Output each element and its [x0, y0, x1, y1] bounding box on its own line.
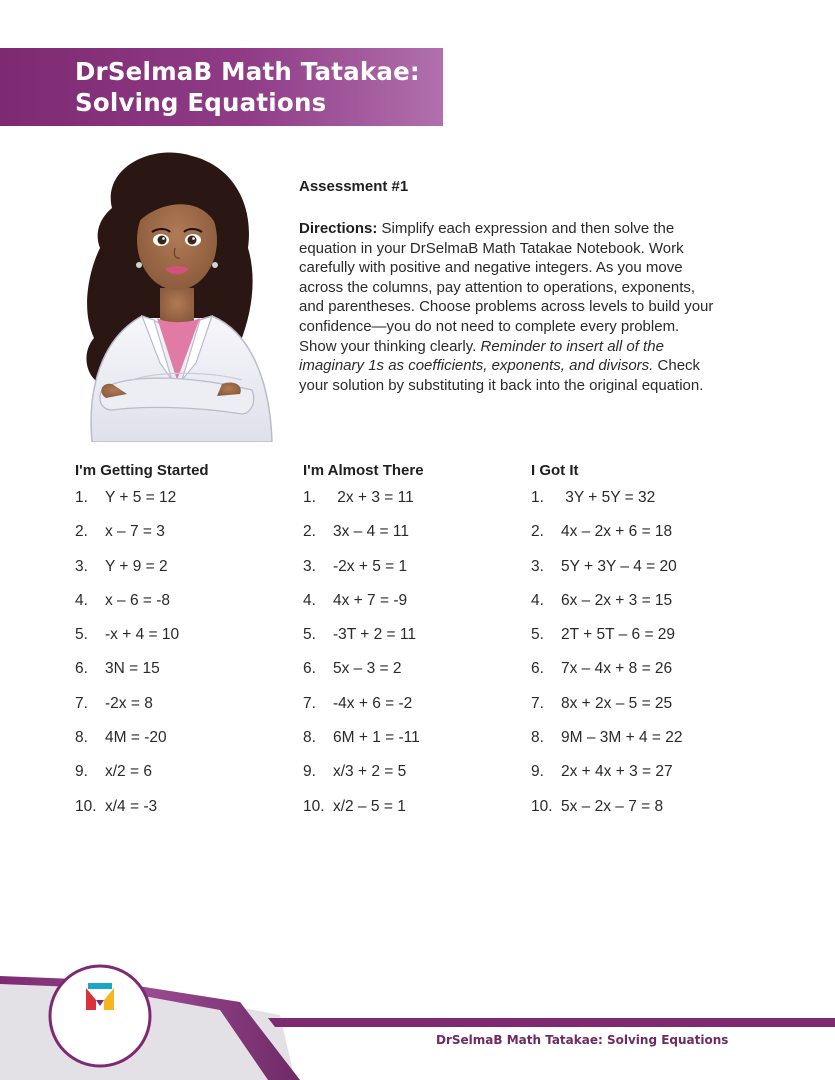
title-line-1: DrSelmaB Math Tatakae:	[75, 57, 420, 86]
problem-equation: -3T + 2 = 11	[333, 626, 417, 644]
problem-number: 5.	[531, 626, 544, 644]
problem-item	[75, 522, 295, 556]
problem-equation: -4x + 6 = -2	[333, 694, 413, 712]
problem-equation: 5x – 3 = 2	[333, 660, 402, 678]
problem-equation: -x + 4 = 10	[105, 626, 180, 644]
problem-number: 8.	[531, 729, 544, 747]
problem-number: 4.	[531, 591, 544, 609]
problem-number: 7.	[75, 694, 88, 712]
directions-reminder: Reminder to insert all of the imaginary 1s as coefficients, exponents, and divisors.	[299, 337, 664, 375]
problem-number: 10.	[75, 797, 97, 815]
page-title	[75, 56, 420, 118]
problem-item	[531, 625, 751, 659]
problem-item	[303, 522, 523, 556]
problem-equation: 3x – 4 = 11	[333, 523, 409, 541]
problem-number: 8.	[303, 729, 316, 747]
problem-number: 1.	[75, 489, 88, 506]
problem-number: 1.	[531, 489, 544, 506]
directions-paragraph	[299, 219, 719, 395]
problem-item	[531, 591, 751, 625]
problem-number: 6.	[531, 660, 544, 678]
problem-item	[303, 625, 523, 659]
problem-equation: x/2 = 6	[105, 763, 152, 781]
problem-number: 2.	[303, 523, 316, 541]
problem-equation: x/2 – 5 = 1	[333, 797, 406, 815]
problem-equation: -2x + 5 = 1	[333, 557, 408, 575]
problem-equation: 5x – 2x – 7 = 8	[561, 797, 664, 815]
problem-item	[303, 591, 523, 625]
problem-item	[303, 728, 523, 762]
assessment-title: Assessment #1	[299, 178, 409, 195]
problem-number: 9.	[303, 763, 316, 781]
problem-equation: 8x + 2x – 5 = 25	[561, 694, 673, 712]
problem-equation: x – 6 = -8	[105, 591, 171, 609]
footer-title: DrSelmaB Math Tatakae: Solving Equations	[436, 1033, 729, 1047]
problem-equation: 2x + 3 = 11	[333, 489, 414, 506]
column-getting-started	[75, 462, 295, 831]
problem-item	[75, 488, 295, 522]
problem-number: 1.	[303, 489, 316, 506]
problem-equation: x/4 = -3	[105, 797, 158, 815]
teacher-portrait-illustration	[72, 148, 286, 442]
problem-equation: 7x – 4x + 8 = 26	[561, 660, 673, 678]
problem-item	[531, 728, 751, 762]
directions-label: Directions:	[299, 220, 378, 237]
title-line-2: Solving Equations	[75, 88, 327, 117]
problem-number: 5.	[75, 626, 88, 644]
column-almost-there	[303, 462, 523, 831]
problem-item	[531, 488, 751, 522]
problem-item	[75, 797, 295, 831]
problem-item	[303, 659, 523, 693]
problem-item	[531, 522, 751, 556]
problem-equation: 3Y + 5Y = 32	[561, 489, 656, 506]
problem-equation: Y + 5 = 12	[105, 489, 177, 506]
problem-equation: 9M – 3M + 4 = 22	[561, 729, 683, 747]
problem-number: 9.	[75, 763, 88, 781]
problem-equation: 6x – 2x + 3 = 15	[561, 591, 673, 609]
problem-equation: 2x + 4x + 3 = 27	[561, 763, 673, 781]
problem-equation: 4M = -20	[105, 729, 167, 747]
footer-band	[0, 960, 835, 1080]
problem-number: 8.	[75, 729, 88, 747]
problem-number: 4.	[75, 591, 88, 609]
problem-equation: 5Y + 3Y – 4 = 20	[561, 557, 677, 575]
problem-item	[303, 694, 523, 728]
problem-equation: 3N = 15	[105, 660, 160, 678]
problem-equation: Y + 9 = 2	[105, 557, 168, 575]
problem-number: 2.	[531, 523, 544, 541]
problem-item	[303, 488, 523, 522]
problem-equation: 2T + 5T – 6 = 29	[561, 626, 676, 644]
problem-number: 7.	[303, 694, 316, 712]
problem-equation: 4x – 2x + 6 = 18	[561, 523, 673, 541]
column-i-got-it	[531, 462, 751, 831]
problem-number: 2.	[75, 523, 88, 541]
problem-equation: x – 7 = 3	[105, 523, 165, 541]
problem-equation: 4x + 7 = -9	[333, 591, 408, 609]
directions-end: Check your solution by substituting it back into the original equation.	[299, 357, 704, 394]
problem-number: 5.	[303, 626, 316, 644]
problem-number: 3.	[75, 557, 88, 575]
problem-item	[303, 762, 523, 796]
problem-number: 3.	[303, 557, 316, 575]
problem-number: 10.	[531, 797, 553, 815]
problem-item	[75, 625, 295, 659]
problem-item	[531, 797, 751, 831]
problem-item	[75, 557, 295, 591]
problem-item	[531, 762, 751, 796]
problem-item	[75, 694, 295, 728]
problem-item	[531, 557, 751, 591]
problem-item	[75, 762, 295, 796]
problem-number: 3.	[531, 557, 544, 575]
problem-item	[531, 659, 751, 693]
problem-item	[75, 659, 295, 693]
problem-number: 10.	[303, 797, 325, 815]
problem-item	[75, 728, 295, 762]
directions-text: Simplify each expression and then solve the equation in your DrSelmaB Math Tatakae Notebook. Work carefully with positive and negative integers. As you move across the columns, pay attention to operations, exponents, and parentheses. Choose problems across levels to build your confidence—you do not need to complete every problem. Show your thinking clearly.	[299, 220, 714, 355]
problem-item	[531, 694, 751, 728]
problem-number: 9.	[531, 763, 544, 781]
problem-number: 4.	[303, 591, 316, 609]
problem-equation: -2x = 8	[105, 694, 153, 712]
column-heading: I'm Almost There	[303, 462, 424, 479]
column-heading: I'm Getting Started	[75, 462, 209, 479]
problem-item	[303, 797, 523, 831]
problem-equation: x/3 + 2 = 5	[333, 763, 407, 781]
problem-item	[75, 591, 295, 625]
problem-item	[303, 557, 523, 591]
problem-number: 6.	[303, 660, 316, 678]
column-heading: I Got It	[531, 462, 579, 479]
problem-number: 7.	[531, 694, 544, 712]
problem-number: 6.	[75, 660, 88, 678]
problem-equation: 6M + 1 = -11	[333, 729, 420, 747]
